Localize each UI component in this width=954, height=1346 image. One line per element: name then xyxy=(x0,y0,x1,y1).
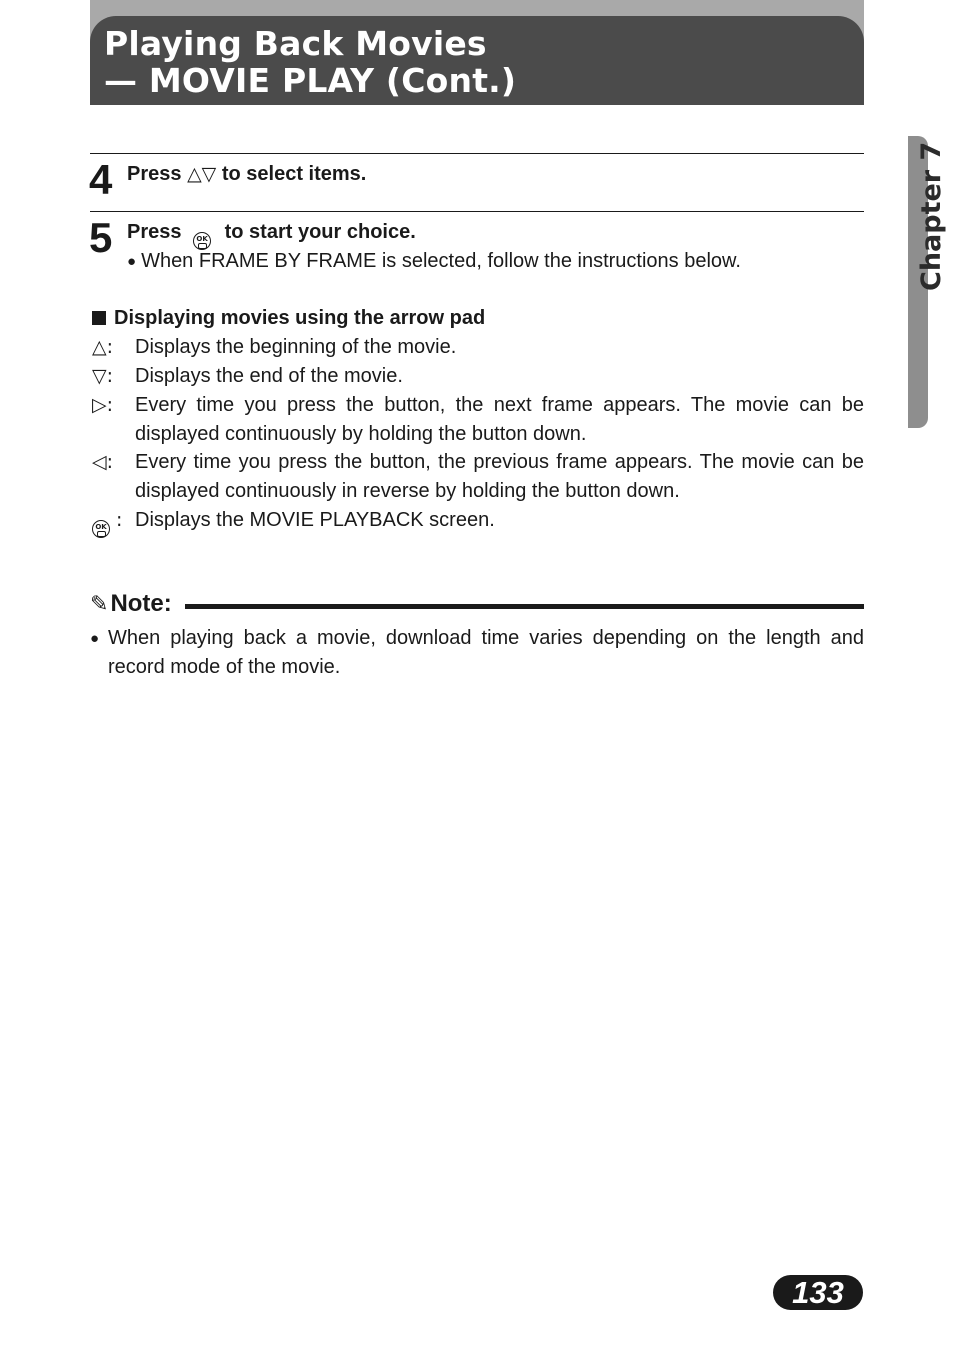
section-heading-text: Displaying movies using the arrow pad xyxy=(114,307,486,329)
chapter-label: Chapter 7 xyxy=(916,141,947,291)
note-item xyxy=(90,624,864,682)
right-arrow-icon: ▷: xyxy=(92,394,114,416)
step-divider xyxy=(90,211,864,212)
square-bullet-icon xyxy=(92,311,106,325)
ok-key-colon: : xyxy=(116,509,123,531)
list-item-text: Displays the end of the movie. xyxy=(135,365,403,387)
list-item xyxy=(92,506,864,535)
list-item xyxy=(92,391,864,449)
step-number-5: 5 xyxy=(89,214,113,261)
up-arrow-icon: △: xyxy=(92,336,114,358)
bullet-icon: ● xyxy=(127,253,137,270)
note-label: Note: xyxy=(110,590,172,617)
pencil-icon: ✎ xyxy=(90,592,109,617)
step-4-press: Press xyxy=(127,163,182,185)
page-number: 133 xyxy=(773,1275,863,1310)
step-divider xyxy=(90,153,864,154)
step-5-bullet xyxy=(127,249,741,275)
bullet-icon: ● xyxy=(90,630,100,647)
step-5-bullet-text: When FRAME BY FRAME is selected, follow the instructions below. xyxy=(141,250,741,272)
ok-button-icon: OK xyxy=(193,232,211,250)
step-5-press: Press xyxy=(127,221,182,243)
ok-key xyxy=(92,506,136,535)
list-item-text: Every time you press the button, the previous frame appears. The movie can be displayed continuously in reverse by holding the button down. xyxy=(135,451,864,502)
left-arrow-icon: ◁: xyxy=(92,451,114,473)
note-heading xyxy=(90,590,172,619)
step-number-4: 4 xyxy=(89,156,113,203)
step-5-action: to start your choice. xyxy=(224,221,416,243)
list-item xyxy=(92,448,864,506)
page-title xyxy=(104,25,516,99)
step-4-action: to select items. xyxy=(221,163,367,185)
note-rule xyxy=(185,604,864,609)
list-item xyxy=(92,333,864,362)
page-header xyxy=(90,16,864,105)
list-item-text: Every time you press the button, the next frame appears. The movie can be displayed continuously by holding the button down. xyxy=(135,394,864,445)
section-heading xyxy=(92,306,485,330)
title-line-1: Playing Back Movies xyxy=(104,24,487,63)
up-down-arrow-icon: △▽ xyxy=(187,163,217,185)
step-5-instruction xyxy=(127,220,416,247)
header-band xyxy=(90,0,864,105)
list-item-text: Displays the MOVIE PLAYBACK screen. xyxy=(135,509,495,531)
ok-button-icon: OK xyxy=(92,520,110,538)
title-line-2: — MOVIE PLAY (Cont.) xyxy=(104,61,517,100)
list-item xyxy=(92,362,864,391)
down-arrow-icon: ▽: xyxy=(92,365,114,387)
list-item-text: Displays the beginning of the movie. xyxy=(135,336,457,358)
step-4-instruction xyxy=(127,162,366,186)
note-text: When playing back a movie, download time varies depending on the length and record mode of the movie. xyxy=(108,627,864,678)
